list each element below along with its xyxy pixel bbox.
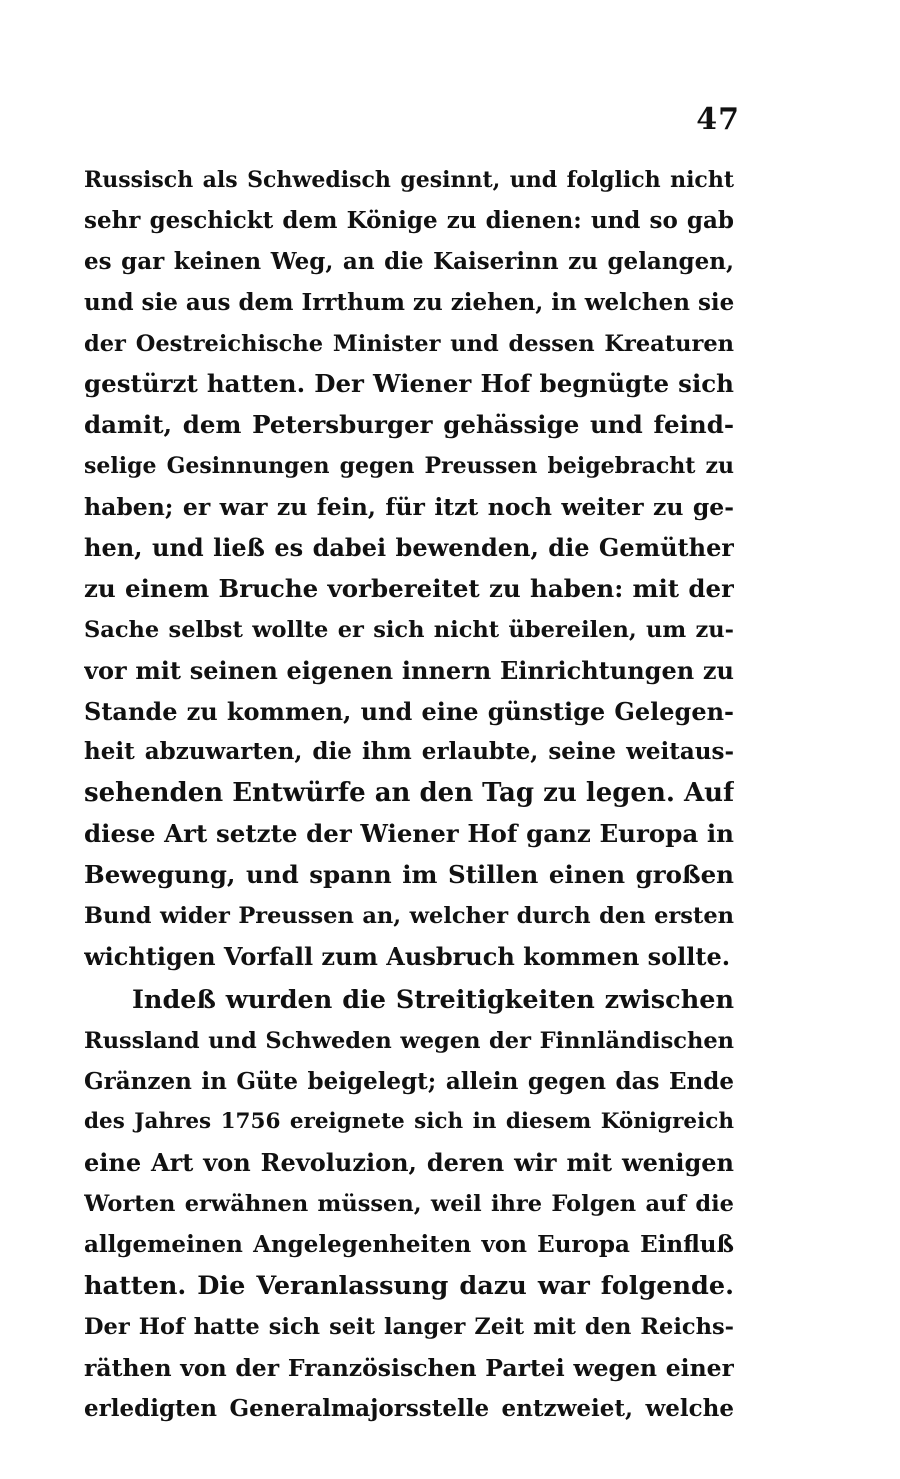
text-line: es gar keinen Weg, an die Kaiserinn zu gelangen, bbox=[84, 247, 734, 275]
text-line: des Jahres 1756 ereignete sich in diesem Königreich bbox=[84, 1109, 734, 1135]
text-line: Worten erwähnen müssen, weil ihre Folgen auf die bbox=[84, 1191, 734, 1218]
text-line: heit abzuwarten, die ihm erlaubte, seine weitaus- bbox=[84, 738, 734, 766]
text-line: Stande zu kommen, und eine günstige Gelegen- bbox=[84, 696, 734, 726]
text-line: Indeß wurden die Streitigkeiten zwischen bbox=[132, 984, 734, 1015]
text-line: haben; er war zu fein, für itzt noch weiter zu ge- bbox=[84, 493, 734, 522]
text-line: gestürzt hatten. Der Wiener Hof begnügte sich bbox=[84, 369, 734, 399]
text-line: sehr geschickt dem Könige zu dienen: und so gab bbox=[84, 206, 734, 234]
text-line: der Oestreichische Minister und dessen Kreaturen bbox=[84, 330, 734, 357]
paragraph-2 bbox=[84, 980, 734, 1430]
text-line: eine Art von Revoluzion, deren wir mit wenigen bbox=[84, 1148, 734, 1178]
text-line: damit, dem Petersburger gehässige und feind- bbox=[84, 410, 734, 440]
text-line: hen, und ließ es dabei bewenden, die Gemüther bbox=[84, 533, 734, 563]
text-line: Bund wider Preussen an, welcher durch den ersten bbox=[84, 903, 734, 930]
page-number: 47 bbox=[696, 102, 740, 137]
text-line: Bewegung, und spann im Stillen einen großen bbox=[84, 860, 734, 890]
text-line: diese Art setzte der Wiener Hof ganz Europa in bbox=[84, 819, 734, 849]
text-line: Russisch als Schwedisch gesinnt, und folglich nicht bbox=[84, 167, 734, 193]
text-line: sehenden Entwürfe an den Tag zu legen. Auf bbox=[84, 778, 734, 809]
text-line: vor mit seinen eigenen innern Einrichtungen zu bbox=[84, 655, 734, 685]
text-line: erledigten Generalmajorsstelle entzweiet, welche bbox=[84, 1394, 734, 1422]
text-line: Sache selbst wollte er sich nicht übereilen, um zu- bbox=[84, 616, 734, 643]
paragraph-1 bbox=[84, 160, 734, 978]
text-line: Der Hof hatte sich seit langer Zeit mit den Reichs- bbox=[84, 1313, 734, 1340]
text-line: Russland und Schweden wegen der Finnländischen bbox=[84, 1027, 734, 1054]
text-line: wichtigen Vorfall zum Ausbruch kommen sollte. bbox=[84, 941, 731, 971]
text-line: zu einem Bruche vorbereitet zu haben: mit der bbox=[84, 573, 734, 603]
text-line: hatten. Die Veranlassung dazu war folgende. bbox=[84, 1271, 734, 1302]
text-line: selige Gesinnungen gegen Preussen beigebracht zu bbox=[84, 453, 734, 480]
text-line: allgemeinen Angelegenheiten von Europa Einfluß bbox=[84, 1231, 734, 1259]
body-text bbox=[84, 160, 734, 1430]
text-line: und sie aus dem Irrthum zu ziehen, in welchen sie bbox=[84, 288, 734, 316]
text-line: räthen von der Französischen Partei wegen einer bbox=[84, 1353, 734, 1382]
text-line: Gränzen in Güte beigelegt; allein gegen das Ende bbox=[84, 1067, 734, 1095]
